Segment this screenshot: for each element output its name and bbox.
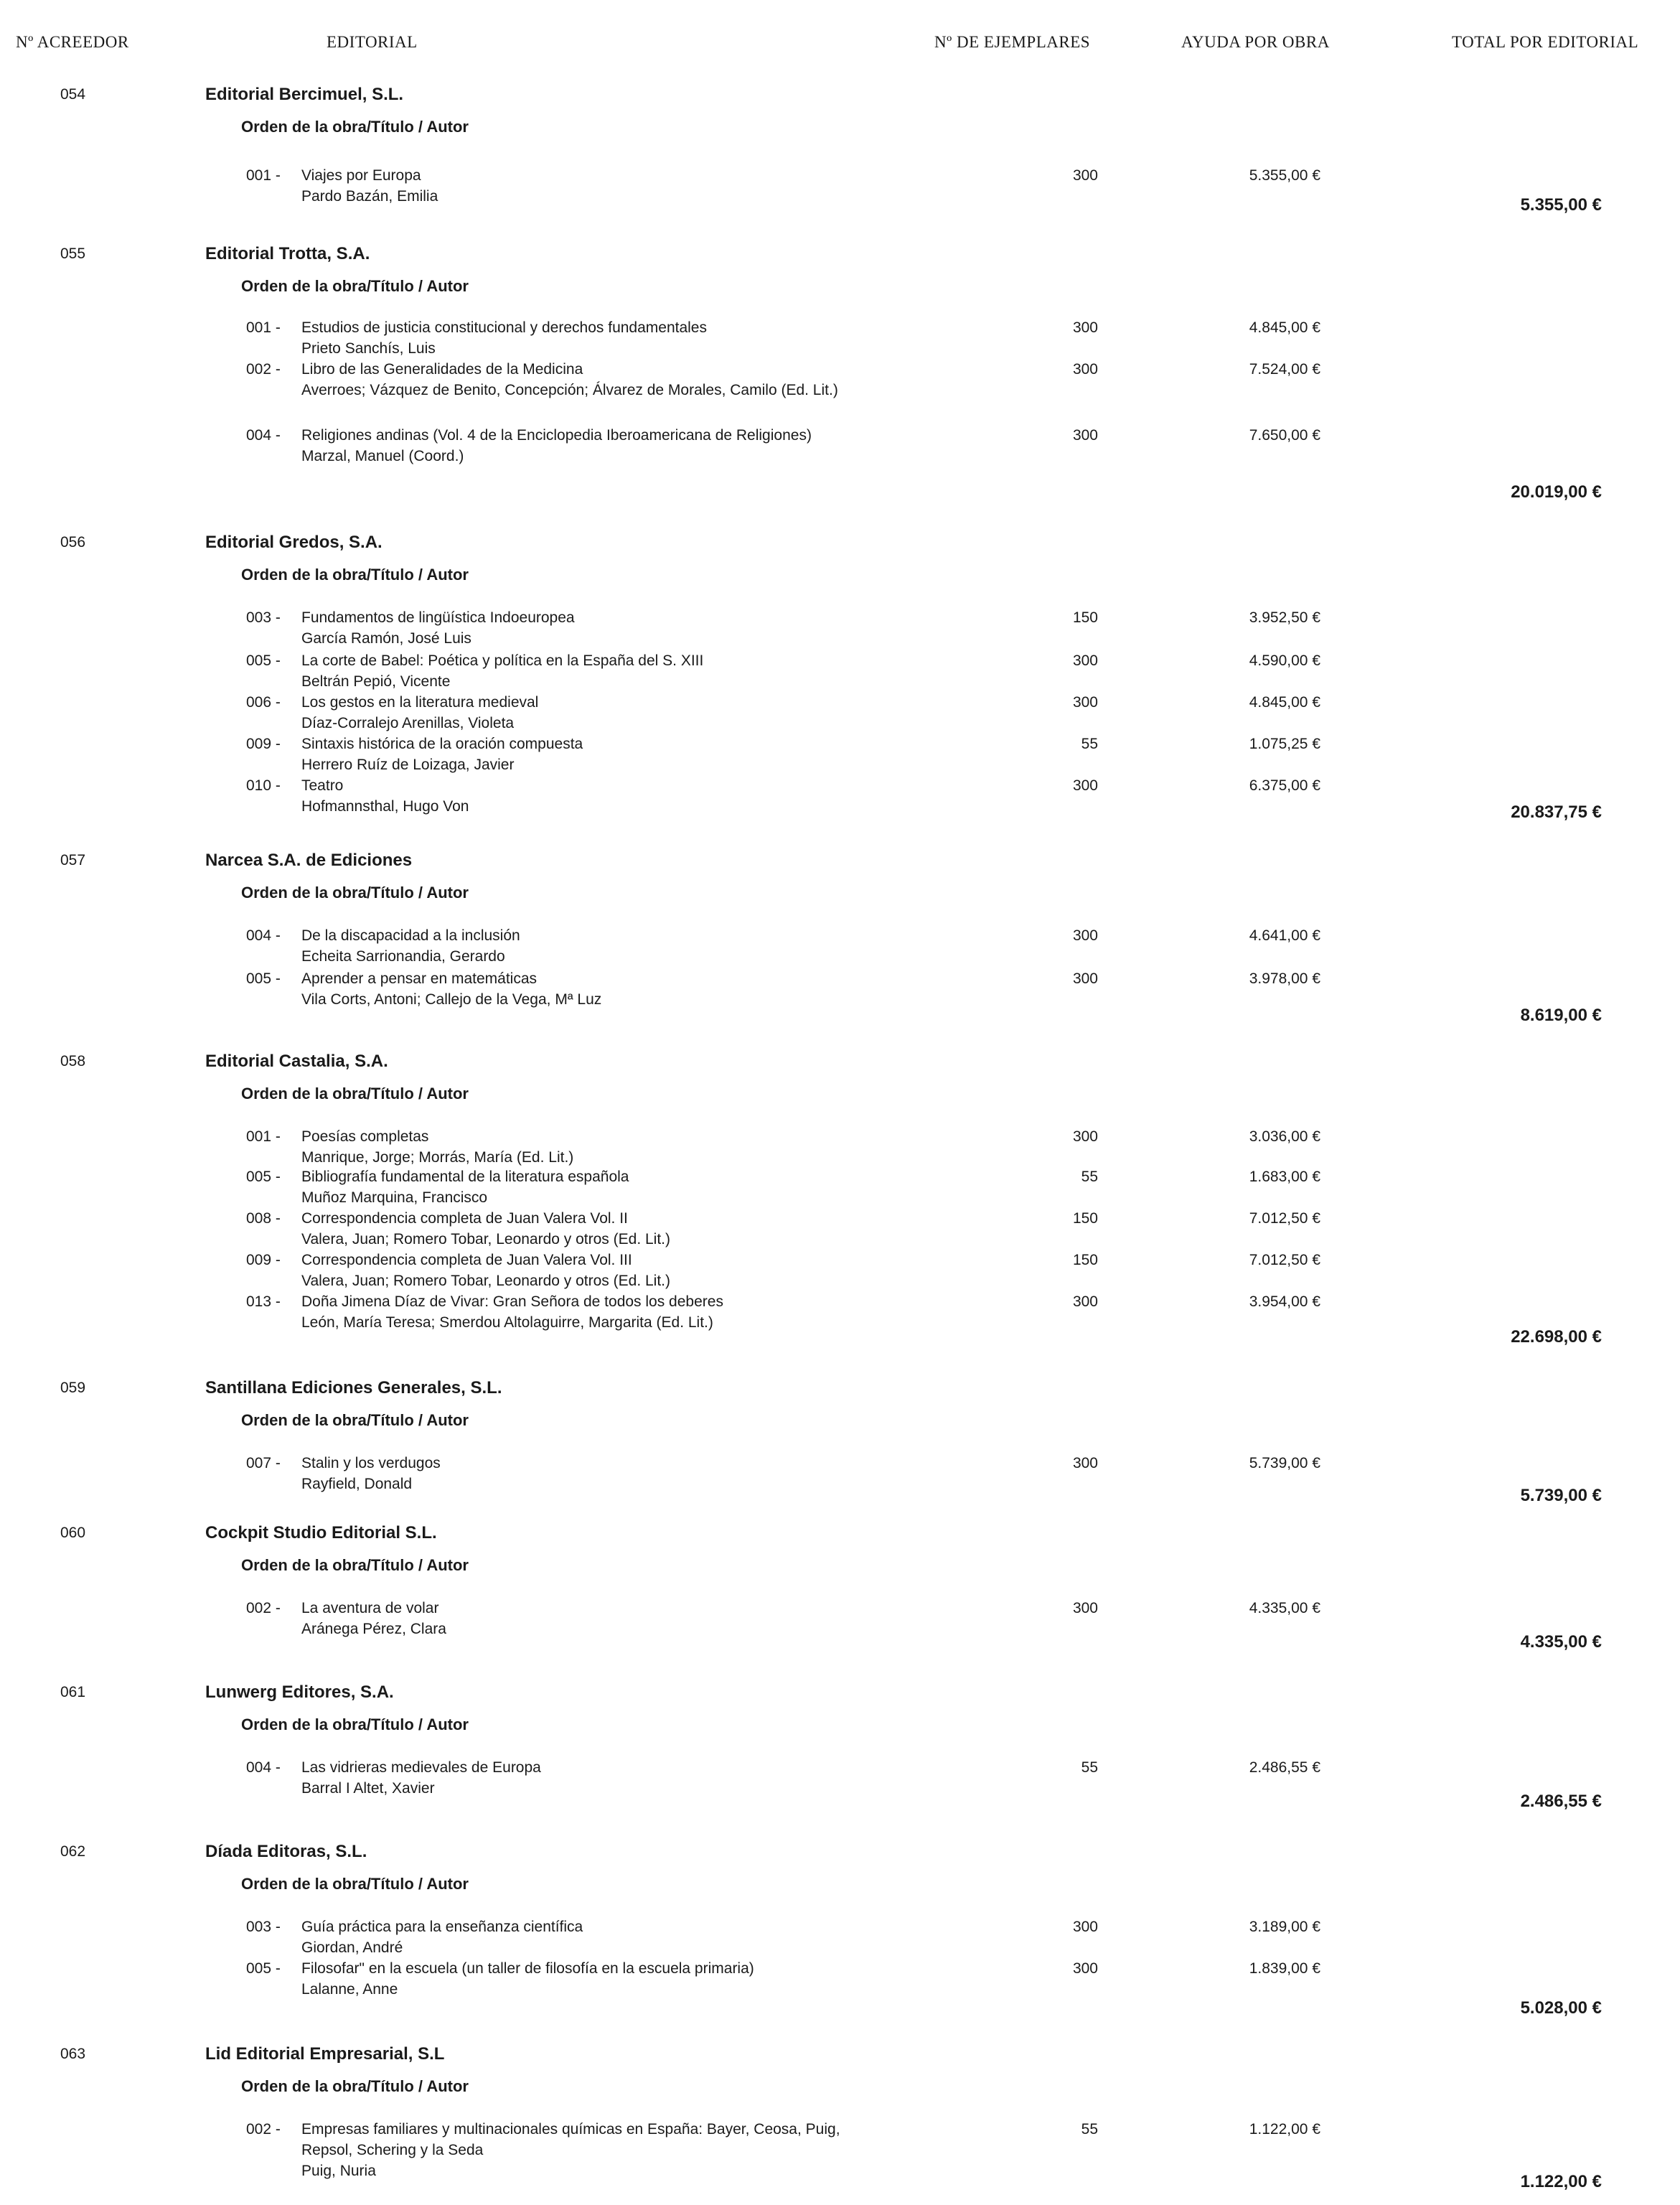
work-ejemplares: 300 bbox=[1072, 167, 1098, 184]
work-ayuda: 7.012,50 € bbox=[1249, 1210, 1320, 1227]
publisher-total: 4.335,00 € bbox=[1520, 1632, 1602, 1652]
orden-label: Orden de la obra/Título / Autor bbox=[241, 566, 469, 584]
work-order-number: 004 - bbox=[246, 927, 281, 944]
work-ayuda: 2.486,55 € bbox=[1249, 1759, 1320, 1776]
creditor-number: 063 bbox=[60, 2046, 86, 2062]
work-author: Hofmannsthal, Hugo Von bbox=[301, 798, 469, 815]
publisher-total: 8.619,00 € bbox=[1520, 1006, 1602, 1025]
publisher-total: 1.122,00 € bbox=[1520, 2172, 1602, 2191]
creditor-number: 058 bbox=[60, 1053, 86, 1069]
work-ejemplares: 300 bbox=[1072, 1293, 1098, 1310]
work-author: Lalanne, Anne bbox=[301, 1981, 398, 1998]
work-title: Filosofar" en la escuela (un taller de filosofía en la escuela primaria) bbox=[301, 1960, 754, 1977]
work-author: Marzal, Manuel (Coord.) bbox=[301, 448, 464, 464]
work-ayuda: 5.739,00 € bbox=[1249, 1455, 1320, 1471]
work-ayuda: 4.335,00 € bbox=[1249, 1600, 1320, 1616]
work-title: Empresas familiares y multinacionales químicas en España: Bayer, Ceosa, Puig, Repsol, Schering y la Seda bbox=[301, 2121, 840, 2158]
work-description bbox=[301, 1126, 847, 1168]
work-title: Estudios de justicia constitucional y derechos fundamentales bbox=[301, 319, 707, 336]
orden-label: Orden de la obra/Título / Autor bbox=[241, 2077, 469, 2095]
work-description bbox=[301, 692, 847, 734]
work-author: Giordan, André bbox=[301, 1939, 403, 1956]
orden-label: Orden de la obra/Título / Autor bbox=[241, 1085, 469, 1102]
work-ayuda: 4.845,00 € bbox=[1249, 694, 1320, 711]
work-order-number: 002 - bbox=[246, 2121, 281, 2138]
work-order-number: 013 - bbox=[246, 1293, 281, 1310]
work-title: Doña Jimena Díaz de Vivar: Gran Señora de todos los deberes bbox=[301, 1293, 723, 1310]
publisher-total: 20.837,75 € bbox=[1511, 802, 1602, 822]
work-title: Guía práctica para la enseñanza científica bbox=[301, 1919, 583, 1935]
work-ayuda: 5.355,00 € bbox=[1249, 167, 1320, 184]
work-author: Herrero Ruíz de Loizaga, Javier bbox=[301, 757, 515, 773]
work-order-number: 004 - bbox=[246, 1759, 281, 1776]
creditor-number: 056 bbox=[60, 534, 86, 551]
work-ejemplares: 300 bbox=[1072, 1600, 1098, 1616]
work-description bbox=[301, 734, 847, 775]
publisher-name: Santillana Ediciones Generales, S.L. bbox=[205, 1378, 502, 1398]
publisher-total: 5.028,00 € bbox=[1520, 1998, 1602, 2018]
work-description bbox=[301, 1291, 847, 1333]
work-order-number: 008 - bbox=[246, 1210, 281, 1227]
work-author: Pardo Bazán, Emilia bbox=[301, 188, 438, 205]
work-description bbox=[301, 1958, 847, 2000]
work-ayuda: 3.954,00 € bbox=[1249, 1293, 1320, 1310]
creditor-number: 055 bbox=[60, 245, 86, 262]
orden-label: Orden de la obra/Título / Autor bbox=[241, 277, 469, 295]
work-title: Viajes por Europa bbox=[301, 167, 421, 184]
work-ayuda: 1.075,25 € bbox=[1249, 736, 1320, 752]
work-author: Díaz-Corralejo Arenillas, Violeta bbox=[301, 715, 515, 731]
work-description bbox=[301, 607, 847, 649]
work-ejemplares: 150 bbox=[1072, 609, 1098, 626]
work-ejemplares: 300 bbox=[1072, 927, 1098, 944]
publisher-name: Cockpit Studio Editorial S.L. bbox=[205, 1523, 437, 1542]
work-description bbox=[301, 1598, 847, 1639]
work-title: Bibliografía fundamental de la literatura española bbox=[301, 1169, 629, 1185]
work-ayuda: 7.524,00 € bbox=[1249, 361, 1320, 378]
orden-label: Orden de la obra/Título / Autor bbox=[241, 1715, 469, 1733]
publisher-name: Editorial Castalia, S.A. bbox=[205, 1052, 388, 1071]
work-ejemplares: 300 bbox=[1072, 319, 1098, 336]
work-title: Poesías completas bbox=[301, 1128, 429, 1145]
work-ejemplares: 55 bbox=[1081, 1169, 1098, 1185]
work-description bbox=[301, 2119, 847, 2181]
work-description bbox=[301, 1916, 847, 1958]
work-author: Muñoz Marquina, Francisco bbox=[301, 1189, 488, 1206]
work-ejemplares: 300 bbox=[1072, 652, 1098, 669]
work-description bbox=[301, 1250, 847, 1291]
work-title: Las vidrieras medievales de Europa bbox=[301, 1759, 541, 1776]
work-author: Prieto Sanchís, Luis bbox=[301, 340, 436, 357]
work-ejemplares: 55 bbox=[1081, 736, 1098, 752]
work-ayuda: 1.839,00 € bbox=[1249, 1960, 1320, 1977]
creditor-number: 059 bbox=[60, 1380, 86, 1396]
work-title: Religiones andinas (Vol. 4 de la Enciclopedia Iberoamericana de Religiones) bbox=[301, 427, 812, 444]
publisher-name: Díada Editoras, S.L. bbox=[205, 1842, 367, 1861]
work-description bbox=[301, 775, 847, 817]
work-order-number: 009 - bbox=[246, 1252, 281, 1268]
work-author: García Ramón, José Luis bbox=[301, 630, 471, 647]
work-description bbox=[301, 968, 847, 1010]
work-order-number: 002 - bbox=[246, 1600, 281, 1616]
work-author: Vila Corts, Antoni; Callejo de la Vega, Mª Luz bbox=[301, 991, 602, 1008]
work-order-number: 005 - bbox=[246, 1169, 281, 1185]
work-order-number: 006 - bbox=[246, 694, 281, 711]
work-ejemplares: 55 bbox=[1081, 1759, 1098, 1776]
publisher-name: Editorial Gredos, S.A. bbox=[205, 533, 383, 552]
work-description bbox=[301, 1166, 847, 1208]
orden-label: Orden de la obra/Título / Autor bbox=[241, 1411, 469, 1429]
work-order-number: 004 - bbox=[246, 427, 281, 444]
work-title: De la discapacidad a la inclusión bbox=[301, 927, 520, 944]
work-description bbox=[301, 165, 847, 207]
work-ejemplares: 300 bbox=[1072, 694, 1098, 711]
work-order-number: 010 - bbox=[246, 777, 281, 794]
work-author: Echeita Sarrionandia, Gerardo bbox=[301, 948, 505, 965]
work-ayuda: 3.952,50 € bbox=[1249, 609, 1320, 626]
header-ayuda: AYUDA POR OBRA bbox=[1181, 33, 1330, 51]
work-description bbox=[301, 1208, 847, 1250]
publisher-name: Editorial Trotta, S.A. bbox=[205, 244, 370, 263]
publisher-name: Lunwerg Editores, S.A. bbox=[205, 1682, 394, 1702]
work-order-number: 009 - bbox=[246, 736, 281, 752]
work-order-number: 001 - bbox=[246, 167, 281, 184]
publisher-total: 22.698,00 € bbox=[1511, 1327, 1602, 1347]
work-ayuda: 3.978,00 € bbox=[1249, 970, 1320, 987]
work-ayuda: 6.375,00 € bbox=[1249, 777, 1320, 794]
publisher-name: Narcea S.A. de Ediciones bbox=[205, 851, 413, 870]
publisher-total: 5.739,00 € bbox=[1520, 1486, 1602, 1505]
work-description bbox=[301, 925, 847, 967]
work-title: Aprender a pensar en matemáticas bbox=[301, 970, 538, 987]
creditor-number: 057 bbox=[60, 852, 86, 869]
publisher-name: Lid Editorial Empresarial, S.L bbox=[205, 2044, 445, 2064]
work-order-number: 001 - bbox=[246, 1128, 281, 1145]
work-ejemplares: 300 bbox=[1072, 1960, 1098, 1977]
creditor-number: 061 bbox=[60, 1684, 86, 1700]
work-ayuda: 4.590,00 € bbox=[1249, 652, 1320, 669]
work-ayuda: 7.012,50 € bbox=[1249, 1252, 1320, 1268]
work-title: Fundamentos de lingüística Indoeuropea bbox=[301, 609, 575, 626]
work-title: Stalin y los verdugos bbox=[301, 1455, 441, 1471]
publisher-total: 20.019,00 € bbox=[1511, 482, 1602, 502]
work-ejemplares: 300 bbox=[1072, 1919, 1098, 1935]
work-title: Correspondencia completa de Juan Valera Vol. II bbox=[301, 1210, 628, 1227]
orden-label: Orden de la obra/Título / Autor bbox=[241, 1875, 469, 1893]
work-description bbox=[301, 425, 847, 467]
work-order-number: 005 - bbox=[246, 652, 281, 669]
work-ayuda: 3.036,00 € bbox=[1249, 1128, 1320, 1145]
work-description bbox=[301, 1757, 847, 1799]
work-author: Valera, Juan; Romero Tobar, Leonardo y otros (Ed. Lit.) bbox=[301, 1231, 670, 1247]
creditor-number: 062 bbox=[60, 1843, 86, 1860]
header-total: TOTAL POR EDITORIAL bbox=[1452, 33, 1639, 51]
work-title: Libro de las Generalidades de la Medicina bbox=[301, 361, 583, 378]
work-order-number: 003 - bbox=[246, 1919, 281, 1935]
work-author: Beltrán Pepió, Vicente bbox=[301, 673, 451, 690]
work-author: Rayfield, Donald bbox=[301, 1476, 413, 1492]
work-ejemplares: 150 bbox=[1072, 1210, 1098, 1227]
work-ayuda: 1.122,00 € bbox=[1249, 2121, 1320, 2138]
header-acreedor: Nº ACREEDOR bbox=[16, 33, 129, 51]
work-author: Aránega Pérez, Clara bbox=[301, 1621, 446, 1637]
work-description bbox=[301, 317, 847, 359]
orden-label: Orden de la obra/Título / Autor bbox=[241, 1556, 469, 1574]
orden-label: Orden de la obra/Título / Autor bbox=[241, 884, 469, 902]
work-order-number: 007 - bbox=[246, 1455, 281, 1471]
work-order-number: 005 - bbox=[246, 1960, 281, 1977]
work-author: León, María Teresa; Smerdou Altolaguirre, Margarita (Ed. Lit.) bbox=[301, 1314, 713, 1331]
work-ejemplares: 300 bbox=[1072, 1455, 1098, 1471]
work-title: Correspondencia completa de Juan Valera Vol. III bbox=[301, 1252, 632, 1268]
work-author: Averroes; Vázquez de Benito, Concepción; Álvarez de Morales, Camilo (Ed. Lit.) bbox=[301, 382, 838, 398]
work-author: Manrique, Jorge; Morrás, María (Ed. Lit.) bbox=[301, 1149, 574, 1166]
publisher-total: 2.486,55 € bbox=[1520, 1792, 1602, 1811]
work-ejemplares: 300 bbox=[1072, 361, 1098, 378]
orden-label: Orden de la obra/Título / Autor bbox=[241, 118, 469, 136]
work-ayuda: 1.683,00 € bbox=[1249, 1169, 1320, 1185]
work-ayuda: 4.845,00 € bbox=[1249, 319, 1320, 336]
creditor-number: 054 bbox=[60, 86, 86, 103]
work-title: Los gestos en la literatura medieval bbox=[301, 694, 539, 711]
work-ejemplares: 300 bbox=[1072, 777, 1098, 794]
work-order-number: 005 - bbox=[246, 970, 281, 987]
work-title: Sintaxis histórica de la oración compuesta bbox=[301, 736, 583, 752]
work-ayuda: 4.641,00 € bbox=[1249, 927, 1320, 944]
work-ejemplares: 300 bbox=[1072, 1128, 1098, 1145]
work-ejemplares: 300 bbox=[1072, 427, 1098, 444]
work-ejemplares: 300 bbox=[1072, 970, 1098, 987]
work-order-number: 001 - bbox=[246, 319, 281, 336]
work-title: La corte de Babel: Poética y política en la España del S. XIII bbox=[301, 652, 704, 669]
header-ejemplares: Nº DE EJEMPLARES bbox=[934, 33, 1091, 51]
work-ayuda: 7.650,00 € bbox=[1249, 427, 1320, 444]
work-author: Puig, Nuria bbox=[301, 2163, 376, 2179]
work-title: La aventura de volar bbox=[301, 1600, 439, 1616]
work-ejemplares: 55 bbox=[1081, 2121, 1098, 2138]
work-title: Teatro bbox=[301, 777, 344, 794]
work-order-number: 003 - bbox=[246, 609, 281, 626]
work-description bbox=[301, 359, 847, 401]
work-author: Valera, Juan; Romero Tobar, Leonardo y otros (Ed. Lit.) bbox=[301, 1273, 670, 1289]
header-editorial: EDITORIAL bbox=[327, 33, 418, 51]
creditor-number: 060 bbox=[60, 1525, 86, 1541]
publisher-name: Editorial Bercimuel, S.L. bbox=[205, 85, 404, 104]
work-order-number: 002 - bbox=[246, 361, 281, 378]
work-description bbox=[301, 1453, 847, 1494]
work-ejemplares: 150 bbox=[1072, 1252, 1098, 1268]
publisher-total: 5.355,00 € bbox=[1520, 195, 1602, 215]
work-description bbox=[301, 650, 847, 692]
work-ayuda: 3.189,00 € bbox=[1249, 1919, 1320, 1935]
work-author: Barral I Altet, Xavier bbox=[301, 1780, 435, 1797]
